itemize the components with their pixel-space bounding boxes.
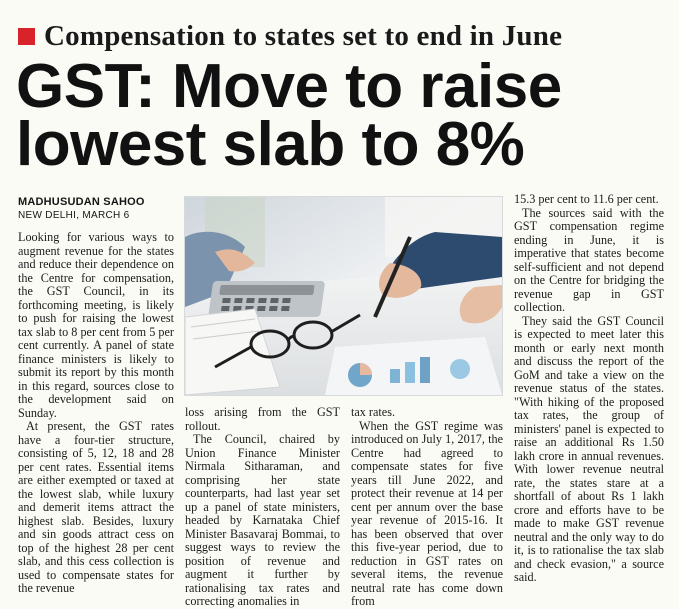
paragraph: They said the GST Council is expected to meet later this month or early next month and discuss the report of the GoM and take a view on the revenue status of the states. "With hiking of the proposed tax rates, the group of ministers' panel is expected to raise an additional Rs 1.50 lakh crore in annual revenues. With lower revenue neutral rate, the states stare at a shortfall of about Rs 1 lakh crore and efforts have to be made to make GST revenue neutral and the only way to do it, is to rationalise the tax slab and check evasion," a source said.: [514, 313, 664, 584]
article-column-4: [514, 193, 664, 585]
headline-line-2: lowest slab to 8%: [16, 110, 525, 179]
headline-line-1: GST: Move to raise: [16, 52, 562, 121]
paragraph: When the GST regime was introduced on July 1, 2017, the Centre had agreed to compensate states for five years till June 2022, and protect their revenue at 14 per cent per annum over the base year revenue of 2015-16. It has been observed that over this five-year period, due to reduction in GST rates on several items, the revenue neutral rate has come down from: [351, 418, 503, 608]
kicker-marker: [18, 28, 35, 45]
paragraph: Looking for various ways to augment revenue for the states and reduce their dependence on the Centre for compensation, the GST Council, in its forthcoming meeting, is likely to push for raising the lowest tax slab to 8 per cent from 5 per cent currently. A panel of state finance ministers is likely to submit its report by this month in this regard, sources close to the development said on Sunday.: [18, 230, 174, 420]
paragraph: The sources said with the GST compensation regime ending in June, it is imperative that states become self-sufficient and not depend on the Centre for bridging the revenue gap in GST collection.: [514, 205, 664, 314]
paragraph: tax rates.: [351, 405, 395, 419]
kicker: [18, 20, 562, 52]
byline-dateline: NEW DELHI, MARCH 6: [18, 210, 130, 221]
headline: [16, 52, 666, 179]
paragraph: The Council, chaired by Union Finance Minister Nirmala Sitharaman, and comprising her state counterparts, had last year set up a panel of state ministers, headed by Karnataka Chief Minister Basavaraj Bommai, to suggest ways to review the position of revenue and augment it further by rationalising tax rates and correcting anomalies in: [185, 432, 340, 608]
office-desk-photo-icon: [185, 197, 502, 395]
article-column-1: [18, 231, 174, 596]
kicker-text: Compensation to states set to end in June: [44, 20, 563, 52]
article-column-2: [185, 406, 340, 609]
article-column-3: [351, 406, 503, 609]
paragraph: 15.3 per cent to 11.6 per cent.: [514, 192, 659, 206]
byline: [18, 196, 145, 222]
paragraph: loss arising from the GST rollout.: [185, 405, 340, 433]
paragraph: At present, the GST rates have a four-tier structure, consisting of 5, 12, 18 and 28 per cent rates. Essential items are either exempted or taxed at the lowest slab, while luxury and demerit items attract the highest slab. Besides, luxury and sin goods attract cess on top of the highest 28 per cent slab, and this cess collection is used to compensate states for the revenue: [18, 419, 174, 595]
article-photo: [184, 196, 503, 396]
byline-author: MADHUSUDAN SAHOO: [18, 196, 145, 208]
